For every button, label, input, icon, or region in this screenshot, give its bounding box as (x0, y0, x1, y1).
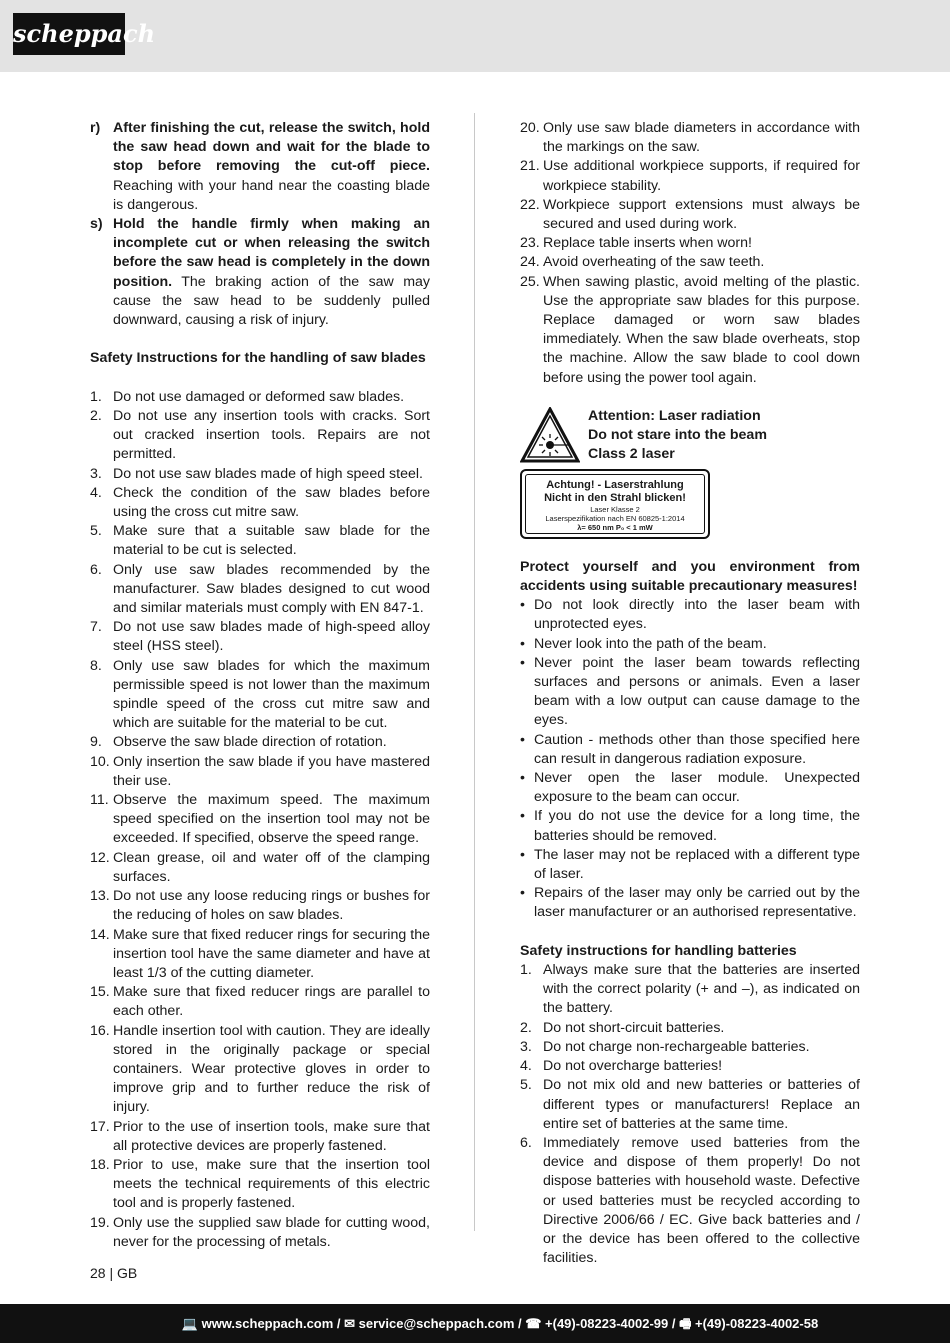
list-item: 2. Do not short-circuit batteries. (520, 1019, 725, 1036)
list-item: • Never open the laser module. Unexpected exposure to the beam can occur. (520, 770, 860, 806)
list-item: 14. Make sure that fixed reducer rings for securing the insertion tool have the same diameter and have at least 1/3 of the cutting diameter. (90, 926, 430, 981)
list-item: 19. Only use the supplied saw blade for cutting wood, never for the processing of metals. (90, 1214, 430, 1250)
list-item: s) Hold the handle firmly when making an incomplete cut or when releasing the switch before the saw head is completely in the down position. The braking action of the saw may cause the saw head to be suddenly pulled downward, causing a risk of injury. (90, 216, 430, 329)
battery-list (520, 961, 860, 1268)
section-heading: Safety instructions for handling batteries (520, 942, 797, 959)
list-item: 20. Only use saw blade diameters in accordance with the markings on the saw. (520, 120, 860, 156)
list-item: • The laser may not be replaced with a different type of laser. (520, 846, 860, 883)
list-item: 24. Avoid overheating of the saw teeth. (520, 254, 765, 271)
list-item: 10. Only insertion the saw blade if you have mastered their use. (90, 753, 430, 789)
list-item: • Repairs of the laser may only be carried out by the laser manufacturer or an authorised representative. (520, 885, 860, 921)
list-item: 22. Workpiece support extensions must always be secured and used during work. (520, 196, 860, 233)
scheppach-logo: scheppach (13, 13, 125, 55)
list-item: 15. Make sure that fixed reducer rings are parallel to each other. (90, 984, 430, 1020)
laser-warning-icon (520, 407, 580, 463)
laser-line-2: Do not stare into the beam (588, 427, 767, 444)
laser-bullet-list (520, 596, 860, 922)
list-item: 4. Check the condition of the saw blades before using the cross cut mitre saw. (90, 484, 430, 521)
list-item: 1. Do not use damaged or deformed saw blades. (90, 388, 405, 405)
list-item: • If you do not use the device for a long time, the batteries should be removed. (520, 808, 860, 844)
list-item: 7. Do not use saw blades made of high-speed alloy steel (HSS steel). (90, 619, 430, 655)
list-item: • Caution - methods other than those specified here can result in dangerous radiation exposure. (520, 731, 860, 767)
list-item: • Do not look directly into the laser beam with unprotected eyes. (520, 597, 860, 633)
laser-label: Achtung! - Laserstrahlung Nicht in den Strahl blicken! Laser Klasse 2 Laserspezifikation nach EN 60825-1:2014 λ= 650 nm P₀ < 1 mW (520, 469, 710, 539)
list-item: • Never look into the path of the beam. (520, 635, 767, 652)
list-item: 4. Do not overcharge batteries! (520, 1058, 723, 1075)
list-item: 13. Do not use any loose reducing rings or bushes for the reducing of holes on saw blades. (90, 888, 430, 924)
list-item: 6. Only use saw blades recommended by the manufacturer. Saw blades designed to cut wood and similar materials must comply with EN 847-1. (90, 561, 430, 617)
list-item: 3. Do not charge non-rechargeable batteries. (520, 1038, 810, 1055)
list-item: 25. When sawing plastic, avoid melting of the plastic. Use the appropriate saw blades for this purpose. Replace damaged or worn saw blades immediately. When the saw blade overheats, stop the machine. Allow the saw blade to cool down before using the power tool again. (520, 273, 860, 386)
list-item: 17. Prior to the use of insertion tools, make sure that all protective devices are properly fastened. (90, 1118, 430, 1154)
left-column (90, 119, 430, 1252)
saw-blade-list (90, 388, 430, 1252)
list-item: 11. Observe the maximum speed. The maximum speed specified on the insertion tool may not be exceeded. If specified, observe the speed range. (90, 792, 430, 847)
page-footer: 💻 www.scheppach.com / ✉ service@scheppach.com / ☎ +(49)-08223-4002-99 / 🖷 +(49)-08223-4002-58 (0, 1304, 950, 1343)
list-item: 12. Clean grease, oil and water off of the clamping surfaces. (90, 849, 430, 885)
section-heading: Protect yourself and you environment from accidents using suitable precautionary measures! (520, 558, 860, 595)
list-item: 1. Always make sure that the batteries are inserted with the correct polarity (+ and –), as indicated on the battery. (520, 962, 860, 1017)
list-item: 23. Replace table inserts when worn! (520, 235, 752, 252)
saw-blade-list-continued (520, 119, 860, 388)
list-item: 18. Prior to use, make sure that the insertion tool meets the technical requirements of this electric tool and is properly fastened. (90, 1156, 430, 1212)
laser-line-1: Attention: Laser radiation (588, 408, 761, 425)
column-divider (474, 113, 475, 1231)
right-column (520, 119, 860, 1268)
list-item: 9. Observe the saw blade direction of rotation. (90, 734, 387, 751)
list-item: 16. Handle insertion tool with caution. They are ideally stored in the originally package or special containers. Wear protective gloves in order to improve grip and to further reduce the risk of injury. (90, 1022, 430, 1116)
section-heading: Safety Instructions for the handling of saw blades (90, 350, 426, 367)
list-item: 8. Only use saw blades for which the maximum permissible speed is not lower than the maximum spindle speed of the cross cut mitre saw and which are suitable for the material to be cut. (90, 657, 430, 732)
list-item: 5. Make sure that a suitable saw blade for the material to be cut is selected. (90, 523, 430, 559)
page-number: 28 | GB (90, 1265, 138, 1281)
list-item: 21. Use additional workpiece supports, if required for workpiece stability. (520, 158, 860, 194)
laser-warning (520, 407, 860, 465)
list-item: 5. Do not mix old and new batteries or batteries of different types or manufacturers! Replace an entire set of batteries at the same time. (520, 1077, 860, 1132)
list-item: 3. Do not use saw blades made of high speed steel. (90, 465, 423, 482)
page-header (0, 0, 950, 72)
list-item: 6. Immediately remove used batteries from the device and dispose of them properly! Do not dispose batteries with household waste. Defective or used batteries must be recycled according to Directive 2006/66 / EC. Give back batteries and / or the device has been offered to the collective facilities. (520, 1134, 860, 1267)
list-item: 2. Do not use any insertion tools with cracks. Sort out cracked insertion tools. Repairs are not permitted. (90, 408, 430, 463)
list-item: • Never point the laser beam towards reflecting surfaces and persons or animals. Even a laser beam with a low output can cause damage to the eyes. (520, 654, 860, 729)
list-item: r) After finishing the cut, release the switch, hold the saw head down and wait for the blade to stop before removing the cut-off piece. Reaching with your hand near the coasting blade is dangerous. (90, 120, 430, 213)
laser-line-3: Class 2 laser (588, 446, 675, 463)
